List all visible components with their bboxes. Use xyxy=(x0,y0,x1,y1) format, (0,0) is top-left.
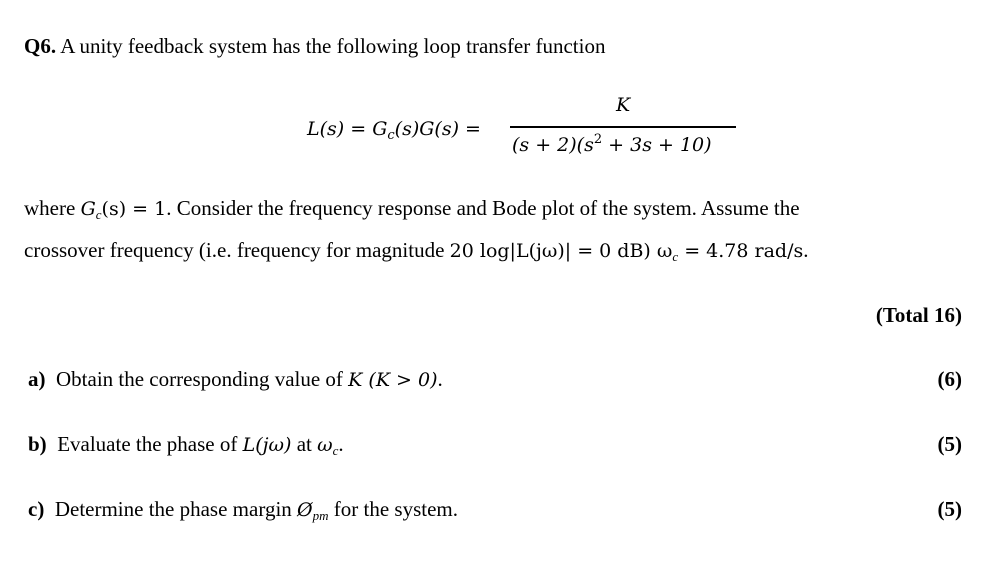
equation-denominator: $(s + 2)(s^2 + 3s + 10)$ xyxy=(512,132,712,156)
part-c-label: c) xyxy=(28,497,45,521)
question-heading xyxy=(24,34,605,59)
part-b-label: b) xyxy=(28,432,47,456)
description-line-2: crossover frequency (i.e. frequency for magnitude 20 log|L(jω)| = 0 dB) $\omega_c = 4.78$ rad/s. xyxy=(24,238,809,264)
part-b: b) Evaluate the phase of L(jω) at $\omega_c$. xyxy=(28,432,344,458)
part-b-marks: (5) xyxy=(937,432,962,456)
part-a-marks: (6) xyxy=(937,367,962,391)
part-c: c) Determine the phase margin $Ø_{pm}$ for the system. xyxy=(28,497,458,523)
total-marks: (Total 16) xyxy=(875,303,962,327)
question-number: Q6. xyxy=(24,34,57,58)
fraction-bar xyxy=(510,126,736,128)
description-line-1: where $G_c(s) = 1$. Consider the frequency response and Bode plot of the system. Assume the xyxy=(24,196,800,222)
part-c-marks: (5) xyxy=(937,497,962,521)
question-intro: A unity feedback system has the following loop transfer function xyxy=(60,34,606,58)
part-a-label: a) xyxy=(28,367,46,391)
equation-lhs: $L(s) = G_c(s)G(s)$ = xyxy=(307,118,481,143)
part-a: a) Obtain the corresponding value of K (K > 0). xyxy=(28,367,443,391)
equation-numerator: K xyxy=(616,94,631,116)
